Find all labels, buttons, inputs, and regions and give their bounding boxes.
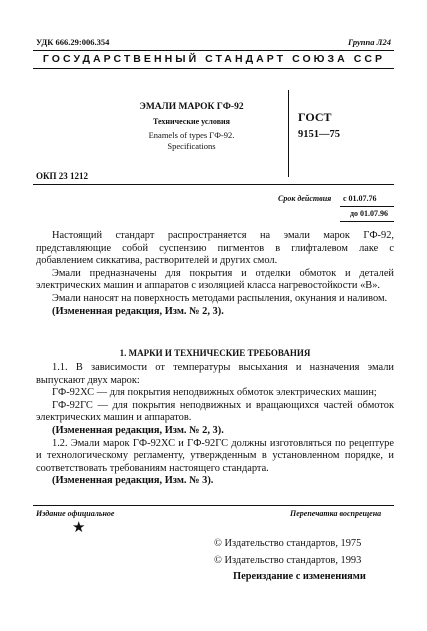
official-edition-label: Издание официальное — [36, 509, 115, 518]
validity-rule — [340, 206, 394, 207]
intro-paragraph: Эмали наносят на поверхность методами распыления, окунания и наливом. — [52, 292, 388, 304]
clause-1-2: 1.2. Эмали марок ГФ-92ХС и ГФ-92ГС должны изготовляться по рецептуре и технологическому регламенту, утвержденным в установленном порядке, и соответствовать требованиям настоящего стандарта. — [36, 437, 394, 474]
reissue-note: Переиздание с изменениями — [233, 571, 366, 582]
state-standard-heading: ГОСУДАРСТВЕННЫЙ СТАНДАРТ СОЮЗА ССР — [42, 53, 386, 65]
amendment-note: (Измененная редакция, Изм. № 3). — [52, 475, 214, 487]
gost-block — [288, 90, 394, 177]
clause-1-1-b: ГФ-92ГС — для покрытия неподвижных и вращающихся частей обмоток электрических машин и аппаратов. — [36, 399, 394, 424]
clause-1-1: 1.1. В зависимости от температуры высыхания и назначения эмали выпускают двух марок: — [36, 362, 394, 386]
section-heading: 1. МАРКИ И ТЕХНИЧЕСКИЕ ТРЕБОВАНИЯ — [119, 348, 311, 358]
title-en: Enamels of types ГФ-92. — [148, 130, 235, 140]
section1-text — [36, 362, 394, 488]
gost-number: 9151—75 — [298, 129, 340, 140]
gost-label: ГОСТ — [298, 110, 332, 124]
subtitle-en: Specifications — [167, 141, 216, 151]
validity-label: Срок действия — [278, 194, 332, 203]
subtitle-ru: Технические условия — [153, 117, 230, 126]
title-block — [95, 90, 289, 177]
title-ru: ЭМАЛИ МАРОК ГФ-92 — [139, 102, 244, 112]
validity-from: с 01.07.76 — [343, 194, 377, 203]
clause-1-1-a: ГФ-92ХС — для покрытия неподвижных обмоток электрических машин; — [52, 387, 377, 399]
copyright-1993: © Издательство стандартов, 1993 — [214, 555, 362, 566]
okp-rule — [33, 184, 394, 185]
star-icon: ★ — [72, 520, 86, 536]
amendment-note: (Измененная редакция, Изм. № 2, 3). — [52, 305, 224, 317]
intro-paragraph: Эмали предназначены для покрытия и отделки обмоток и деталей электрических машин и аппаратов с изоляцией класса нагревостойкости «В». — [36, 267, 394, 292]
validity-to: до 01.07.96 — [350, 209, 389, 218]
top-rule-lower — [33, 68, 394, 69]
group-code: Группа Л24 — [348, 37, 391, 47]
intro-text — [36, 230, 394, 318]
okp-code: ОКП 23 1212 — [36, 171, 89, 181]
copyright-1975: © Издательство стандартов, 1975 — [214, 538, 362, 549]
intro-paragraph: Настоящий стандарт распространяется на эмали марок ГФ-92, представляющие собой суспензию пигментов в глифталевом лаке с добавлением сиккатива, растворителей и других смол. — [36, 230, 394, 267]
footer-rule — [33, 505, 394, 506]
udk-code: УДК 666.29:006.354 — [36, 37, 110, 47]
validity-rule-lower — [340, 221, 394, 222]
amendment-note: (Измененная редакция, Изм. № 2, 3). — [52, 424, 224, 436]
top-rule — [33, 50, 394, 51]
reprint-prohibited-label: Перепечатка воспрещена — [290, 509, 382, 518]
